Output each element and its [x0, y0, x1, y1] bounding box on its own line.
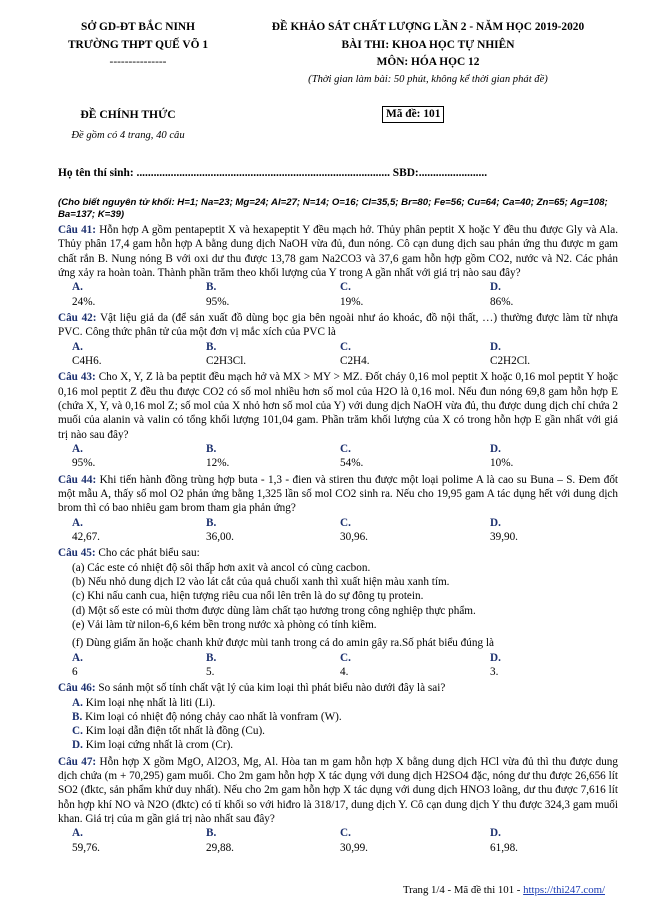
official-label: ĐỀ CHÍNH THỨC — [80, 108, 176, 121]
option-text: 29,88. — [206, 841, 234, 854]
statement-b: (b) Nếu nhỏ dung dịch I2 vào lát cắt của quả chuối xanh thì xuất hiện màu xanh tím. — [72, 575, 450, 588]
option-text: 12%. — [206, 457, 230, 470]
option-key: C. — [72, 725, 83, 738]
question-46 — [58, 681, 618, 753]
statement-c: (c) Khi nấu canh cua, hiện tượng riêu cua nổi lên trên là do sự đông tụ protein. — [72, 590, 424, 603]
school-name: TRƯỜNG THPT QUẾ VÕ 1 — [67, 38, 209, 51]
option-d[interactable] — [490, 651, 610, 680]
question-44 — [58, 473, 618, 545]
option-d[interactable] — [58, 738, 618, 752]
option-d[interactable] — [490, 826, 610, 855]
option-text: Kim loại nhẹ nhất là liti (Li). — [85, 696, 216, 709]
question-text — [58, 370, 618, 442]
option-text: 30,99. — [340, 841, 368, 854]
question-text — [58, 755, 618, 827]
option-key: B. — [206, 281, 217, 294]
question-label: Câu 44: — [58, 473, 97, 486]
option-b[interactable] — [206, 340, 340, 369]
page-footer — [403, 884, 605, 898]
option-key: D. — [490, 827, 501, 840]
option-a[interactable] — [58, 280, 206, 309]
option-b[interactable] — [206, 516, 340, 545]
option-text: 30,96. — [340, 530, 368, 543]
question-text — [58, 473, 618, 516]
option-key: C. — [340, 516, 351, 529]
option-b[interactable] — [206, 442, 340, 471]
option-key: A. — [72, 281, 83, 294]
questions-area — [58, 223, 618, 857]
option-text: 42,67. — [72, 530, 100, 543]
option-text: 4. — [340, 665, 349, 678]
option-text: 24%. — [72, 295, 96, 308]
question-body: Cho X, Y, Z là ba peptit đều mạch hở và MX > MY > MZ. Đốt cháy 0,16 mol peptit X hoặc 0,16 mol peptit Y hoặc 0,16 mol peptit Z đều thu được CO2 có số mol nhiều hơn số mol của H2O là 0,16 mol. Nếu đun nóng 69,8 gam hỗn hợp E (chứa X, Y, và 0,16 mol Z; số mol của X nhỏ hơn số mol của Y) với dung dịch NaOH vừa đủ, thu được dung dịch chỉ chứa 2 muối của alanin và valin có tổng khối lượng 101,04 gam. Phần trăm khối lượng của X có trong hỗn hợp E gần nhất với giá trị nào sau đây? — [58, 371, 619, 441]
option-c[interactable] — [340, 826, 490, 855]
question-body: Hỗn hợp X gồm MgO, Al2O3, Mg, Al. Hòa tan m gam hỗn hợp X bằng dung dịch HCl vừa đủ thì thu được dung dịch chứa (m + 70,295) gam muối. Cho 2m gam hỗn hợp X tác dụng với dung dịch H2SO4 đặc, nóng dư thu được 26,656 lít SO2 (đktc, sản phẩm khử duy nhất). Nếu cho 2m gam hỗn hợp X tác dụng với dung dịch HNO3 loãng, dư thu được 7,616 lít hỗn hợp khí NO và N2O (đktc) có tỉ khối so với hiđro là 318/17, dung dịch Y. Cô cạn dung dịch Y thu được 324,3 gam muối khan. Giá trị của m gần giá trị nào nhất sau đây? — [58, 755, 618, 826]
statement-e: (e) Vải làm từ nilon-6,6 kém bền trong nước xà phòng có tính kiềm. — [72, 618, 377, 631]
option-text: 95%. — [206, 295, 230, 308]
pages-note: Đề gồm có 4 trang, 40 câu — [71, 129, 185, 141]
option-key: D. — [490, 281, 501, 294]
option-text: 61,98. — [490, 841, 518, 854]
option-d[interactable] — [490, 442, 610, 471]
option-c[interactable] — [58, 724, 618, 738]
question-body: Hỗn hợp A gồm pentapeptit X và hexapeptit Y đều mạch hở. Thủy phân peptit X hoặc Y đều thu được Gly và Ala. Thủy phân 17,4 gam hỗn hợp A bằng dung dịch NaOH vừa đủ, đun nóng. Cô cạn dung dịch sau phản ứng thu được m gam chất rắn B. Nung nóng B với oxi dư thu được 13,78 gam Na2CO3 và 37,6 gam hỗn hợp gồm CO2, nước và N2. Các phản ứng xảy ra hoàn toàn. Thành phần trăm theo khối lượng của Y trong A gần nhất với giá trị nào sau đây? — [58, 224, 619, 279]
question-label: Câu 41: — [58, 224, 96, 236]
option-b[interactable] — [206, 651, 340, 680]
option-key: C. — [340, 442, 351, 455]
answer-options — [58, 442, 618, 471]
question-text — [58, 311, 618, 340]
official-block — [58, 108, 198, 142]
question-body: Khi tiến hành đồng trùng hợp buta - 1,3 - đien và stiren thu được một loại polime A là cao su Buna – S. Đem đốt một mẫu A, thấy số mol O2 phản ứng bằng 1,325 lần số mol CO2 sinh ra. Nếu cho 19,95 gam A tác dụng hết với dung dịch brom thì có bao nhiêu gam brom tham gia phản ứng? — [58, 473, 619, 515]
option-key: D. — [72, 739, 83, 752]
option-a[interactable] — [58, 340, 206, 369]
header-dashes: --------------- — [109, 56, 167, 69]
option-a[interactable] — [58, 696, 618, 710]
answer-options — [58, 826, 618, 855]
option-key: A. — [72, 516, 83, 529]
statement-d: (d) Một số este có mùi thơm được dùng làm chất tạo hương trong công nghiệp thực phẩm. — [72, 604, 476, 617]
option-c[interactable] — [340, 651, 490, 680]
option-key: B. — [206, 651, 217, 664]
answer-options — [58, 280, 618, 309]
option-text: 95%. — [72, 457, 96, 470]
option-key: A. — [72, 340, 83, 353]
statement-f: (f) Dùng giấm ăn hoặc chanh khử được mùi tanh trong cá do amin gây ra.Số phát biểu đúng là — [72, 637, 494, 650]
option-text: 54%. — [340, 457, 364, 470]
option-key: D. — [490, 442, 501, 455]
option-d[interactable] — [490, 516, 610, 545]
question-label: Câu 45: — [58, 547, 96, 560]
option-d[interactable] — [490, 340, 610, 369]
option-text: 36,00. — [206, 530, 234, 543]
option-key: A. — [72, 827, 83, 840]
option-key: A. — [72, 696, 83, 709]
question-text — [58, 681, 618, 695]
option-text: 19%. — [340, 295, 364, 308]
question-label: Câu 43: — [58, 371, 96, 384]
statement-a: (a) Các este có nhiệt độ sôi thấp hơn axit và ancol có cùng cacbon. — [72, 561, 371, 574]
option-key: C. — [340, 281, 351, 294]
option-a[interactable] — [58, 826, 206, 855]
question-label: Câu 42: — [58, 311, 97, 324]
footer-link[interactable]: https://thi247.com/ — [523, 884, 605, 896]
exam-subject: BÀI THI: KHOA HỌC TỰ NHIÊN — [341, 38, 515, 51]
option-b[interactable] — [206, 280, 340, 309]
question-42 — [58, 311, 618, 368]
answer-options — [58, 651, 618, 680]
question-label: Câu 46: — [58, 682, 96, 695]
option-text: 39,90. — [490, 530, 518, 543]
atomic-masses-note: (Cho biết nguyên tử khối: H=1; Na=23; Mg=24; Al=27; N=14; O=16; Cl=35,5; Br=80; Fe=56; Cu=64; Ca=40; Zn=65; Ag=108; Ba=137; K=39) — [58, 197, 608, 221]
option-b[interactable] — [206, 826, 340, 855]
option-text: C2H3Cl. — [206, 354, 247, 367]
option-key: D. — [490, 651, 501, 664]
option-a[interactable] — [58, 516, 206, 545]
option-key: D. — [490, 516, 501, 529]
option-text: 59,76. — [72, 841, 100, 854]
exam-code-box: Mã đề: 101 — [382, 106, 444, 123]
option-text: 10%. — [490, 457, 514, 470]
option-key: B. — [206, 827, 217, 840]
option-key: A. — [72, 442, 83, 455]
exam-title-block — [238, 20, 618, 90]
option-key: C. — [340, 340, 351, 353]
footer-text: Trang 1/4 - Mã đề thi 101 - — [402, 884, 524, 896]
option-key: B. — [206, 516, 217, 529]
option-key: B. — [206, 442, 217, 455]
question-43 — [58, 370, 618, 470]
option-text: C4H6. — [72, 354, 102, 367]
option-text: Kim loại dẫn điện tốt nhất là đồng (Cu). — [85, 725, 265, 738]
question-body: Vật liệu giả da (để sản xuất đồ dùng bọc gia bên ngoài như áo khoác, đồ nội thất, …) thường được làm từ nhựa PVC. Công thức phân tử của một đơn vị mắc xích của PVC là — [58, 311, 618, 339]
option-text: 5. — [206, 665, 215, 678]
option-text: C2H2Cl. — [490, 354, 531, 367]
option-key: C. — [340, 651, 351, 664]
option-d[interactable] — [490, 280, 610, 309]
option-key: B. — [72, 710, 83, 723]
answer-options — [58, 340, 618, 369]
exam-title: ĐỀ KHẢO SÁT CHẤT LƯỢNG LẦN 2 - NĂM HỌC 2019-2020 — [271, 21, 585, 33]
student-info-line: Họ tên thí sinh: ......................................................................................... SBD:........................ — [58, 167, 488, 179]
answer-options — [58, 516, 618, 545]
school-block — [58, 20, 218, 73]
question-text — [58, 546, 618, 560]
option-text: 86%. — [490, 295, 514, 308]
question-body: Cho các phát biểu sau: — [98, 547, 200, 560]
question-47 — [58, 755, 618, 855]
option-key: A. — [72, 651, 83, 664]
question-body: So sánh một số tính chất vật lý của kim loại thì phát biểu nào dưới đây là sai? — [98, 682, 446, 695]
option-text: 3. — [490, 665, 499, 678]
option-key: C. — [340, 827, 351, 840]
option-c[interactable] — [340, 442, 490, 471]
option-text: 6 — [72, 665, 78, 678]
option-a[interactable] — [58, 442, 206, 471]
question-41 — [58, 223, 618, 309]
option-b[interactable] — [58, 710, 618, 724]
question-text — [58, 223, 618, 280]
option-key: B. — [206, 340, 217, 353]
option-text: C2H4. — [340, 354, 370, 367]
option-c[interactable] — [340, 280, 490, 309]
option-a[interactable] — [58, 651, 206, 680]
option-text: Kim loại có nhiệt độ nóng chảy cao nhất là vonfram (W). — [85, 710, 342, 723]
option-c[interactable] — [340, 516, 490, 545]
answer-options — [58, 696, 618, 753]
course-name: MÔN: HÓA HỌC 12 — [376, 56, 480, 69]
option-c[interactable] — [340, 340, 490, 369]
time-note: (Thời gian làm bài: 50 phút, không kể thời gian phát đề) — [308, 73, 548, 85]
question-45 — [58, 546, 618, 679]
option-key: D. — [490, 340, 501, 353]
department-name: SỞ GD-ĐT BẮC NINH — [80, 21, 196, 33]
option-text: Kim loại cứng nhất là crom (Cr). — [85, 739, 234, 752]
question-label: Câu 47: — [58, 755, 97, 768]
